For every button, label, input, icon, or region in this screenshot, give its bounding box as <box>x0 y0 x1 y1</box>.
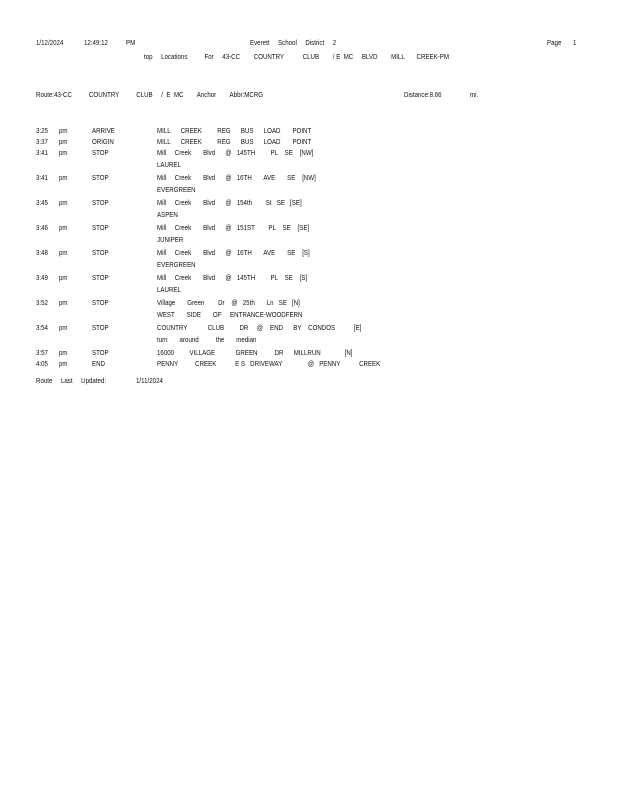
stop-time: 3:45 <box>36 198 48 207</box>
stop-type: ARRIVE <box>92 126 115 135</box>
stop-time: 3:52 <box>36 298 48 307</box>
stop-description-line2: LAUREL <box>157 285 181 294</box>
stop-description: 16000 VILLAGE GREEN DR MILLRUN [N] <box>157 348 353 357</box>
stop-description: Mill Creek Blvd @ 145TH PL SE [NW] <box>157 148 314 157</box>
stop-description-line2: ASPEN <box>157 210 178 219</box>
stop-type: ORIGIN <box>92 137 114 146</box>
stop-time: 4:05 <box>36 359 48 368</box>
stop-ampm: pm <box>59 198 68 207</box>
report-subtitle: top Locations For 43-CC COUNTRY CLUB / E MC BLVD MILL CREEK-PM <box>144 52 449 61</box>
distance-label: Distance:8.66 <box>404 90 442 99</box>
district-name: Everett School District 2 <box>250 38 337 47</box>
stop-type: STOP <box>92 298 109 307</box>
stop-type: STOP <box>92 273 109 282</box>
stop-description-line2: JUNIPER <box>157 235 184 244</box>
stop-type: STOP <box>92 323 109 332</box>
route-label: Route:43-CC COUNTRY CLUB / E MC Anchor Abbr:MCRG <box>36 90 264 99</box>
stop-time: 3:25 <box>36 126 48 135</box>
stop-description: MILL CREEK REG BUS LOAD POINT <box>157 126 312 135</box>
stop-time: 3:46 <box>36 223 48 232</box>
print-ampm: PM <box>126 38 136 47</box>
distance-unit: mi. <box>470 90 479 99</box>
stop-time: 3:49 <box>36 273 48 282</box>
stop-type: STOP <box>92 198 109 207</box>
print-time: 12:49:12 <box>84 38 108 47</box>
stop-type: STOP <box>92 248 109 257</box>
stop-type: STOP <box>92 348 109 357</box>
stop-ampm: pm <box>59 148 68 157</box>
footer-date: 1/11/2024 <box>136 376 163 385</box>
stop-type: STOP <box>92 173 109 182</box>
stop-description: Mill Creek Blvd @ 16TH AVE SE [S] <box>157 248 310 257</box>
stop-ampm: pm <box>59 323 68 332</box>
page-label: Page <box>547 38 562 47</box>
stop-description-line2: EVERGREEN <box>157 260 196 269</box>
stop-description-line2: EVERGREEN <box>157 185 196 194</box>
stop-ampm: pm <box>59 273 68 282</box>
stop-description: MILL CREEK REG BUS LOAD POINT <box>157 137 312 146</box>
footer-label: Route Last Updated: <box>36 376 107 385</box>
stop-description: Mill Creek Blvd @ 145TH PL SE [S] <box>157 273 308 282</box>
stop-ampm: pm <box>59 137 68 146</box>
stop-type: STOP <box>92 148 109 157</box>
stop-time: 3:48 <box>36 248 48 257</box>
stop-ampm: pm <box>59 173 68 182</box>
stop-time: 3:37 <box>36 137 48 146</box>
stop-time: 3:41 <box>36 173 48 182</box>
stop-description: COUNTRY CLUB DR @ END BY CONDOS [E] <box>157 323 362 332</box>
stop-ampm: pm <box>59 359 68 368</box>
stop-description: PENNY CREEK E S DRIVEWAY @ PENNY CREEK <box>157 359 381 368</box>
stop-ampm: pm <box>59 348 68 357</box>
stop-description: Mill Creek Blvd @ 16TH AVE SE [NW] <box>157 173 316 182</box>
stop-description: Mill Creek Blvd @ 151ST PL SE [SE] <box>157 223 310 232</box>
stop-time: 3:54 <box>36 323 48 332</box>
stop-description-line2: WEST SIDE OF ENTRANCE-WOODFERN <box>157 310 303 319</box>
stop-ampm: pm <box>59 126 68 135</box>
print-date: 1/12/2024 <box>36 38 64 47</box>
stop-time: 3:41 <box>36 148 48 157</box>
stop-time: 3:57 <box>36 348 48 357</box>
page-number: 1 <box>573 38 577 47</box>
stop-ampm: pm <box>59 223 68 232</box>
stop-description-line2: turn around the median <box>157 335 257 344</box>
stop-description-line2: LAUREL <box>157 160 181 169</box>
stop-type: STOP <box>92 223 109 232</box>
stop-description: Village Green Dr @ 25th Ln SE [N] <box>157 298 300 307</box>
stop-type: END <box>92 359 105 368</box>
stop-ampm: pm <box>59 298 68 307</box>
stop-description: Mill Creek Blvd @ 154th St SE [SE] <box>157 198 302 207</box>
stop-ampm: pm <box>59 248 68 257</box>
